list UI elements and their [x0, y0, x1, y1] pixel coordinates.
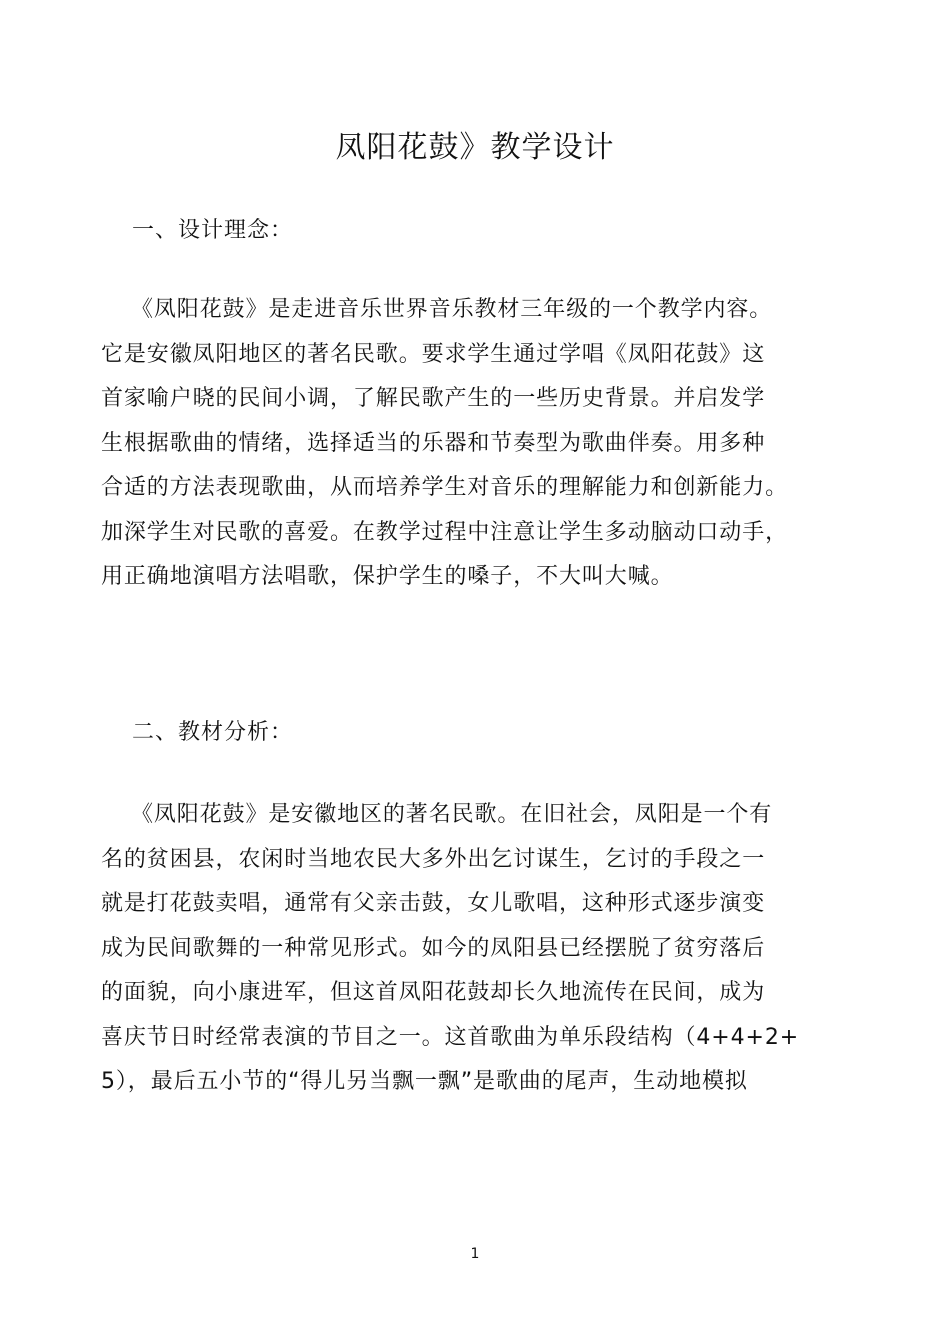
paragraph-line: 5），最后五小节的“得儿另当飘一飘”是歌曲的尾声，生动地模拟 [101, 1069, 748, 1094]
paragraph-line: 《凤阳花鼓》是走进音乐世界音乐教材三年级的一个教学内容。 [131, 297, 773, 322]
paragraph-design-concept [101, 288, 861, 600]
paragraph-line: 就是打花鼓卖唱，通常有父亲击鼓，女儿歌唱，这种形式逐步演变 [101, 891, 766, 916]
paragraph-line: 《凤阳花鼓》是安徽地区的著名民歌。在旧社会，凤阳是一个有 [131, 802, 773, 827]
paragraph-line: 首家喻户晓的民间小调，了解民歌产生的一些历史背景。并启发学 [101, 386, 766, 411]
paragraph-line: 喜庆节日时经常表演的节目之一。这首歌曲为单乐段结构（4+4+2+ [101, 1024, 800, 1050]
paragraph-material-analysis [101, 793, 861, 1105]
paragraph-line: 它是安徽凤阳地区的著名民歌。要求学生通过学唱《凤阳花鼓》这 [101, 341, 766, 367]
paragraph-line: 成为民间歌舞的一种常见形式。如今的凤阳县已经摆脱了贫穷落后 [101, 935, 766, 961]
document-title: 凤阳花鼓》教学设计 [335, 130, 615, 165]
paragraph-line: 生根据歌曲的情绪，选择适当的乐器和节奏型为歌曲伴奏。用多种 [101, 430, 766, 456]
section-heading-design-concept: 一、设计理念： [132, 218, 294, 243]
page-number: 1 [470, 1246, 480, 1262]
section-heading-material-analysis: 二、教材分析： [132, 720, 294, 745]
paragraph-line: 的面貌，向小康进军，但这首凤阳花鼓却长久地流传在民间，成为 [101, 980, 766, 1005]
paragraph-line: 合适的方法表现歌曲，从而培养学生对音乐的理解能力和创新能力。 [101, 475, 789, 500]
paragraph-line: 用正确地演唱方法唱歌，保护学生的嗓子，不大叫大喊。 [101, 564, 674, 589]
paragraph-line: 加深学生对民歌的喜爱。在教学过程中注意让学生多动脑动口动手， [101, 519, 789, 545]
paragraph-line: 名的贫困县，农闲时当地农民大多外出乞讨谋生，乞讨的手段之一 [101, 846, 766, 872]
